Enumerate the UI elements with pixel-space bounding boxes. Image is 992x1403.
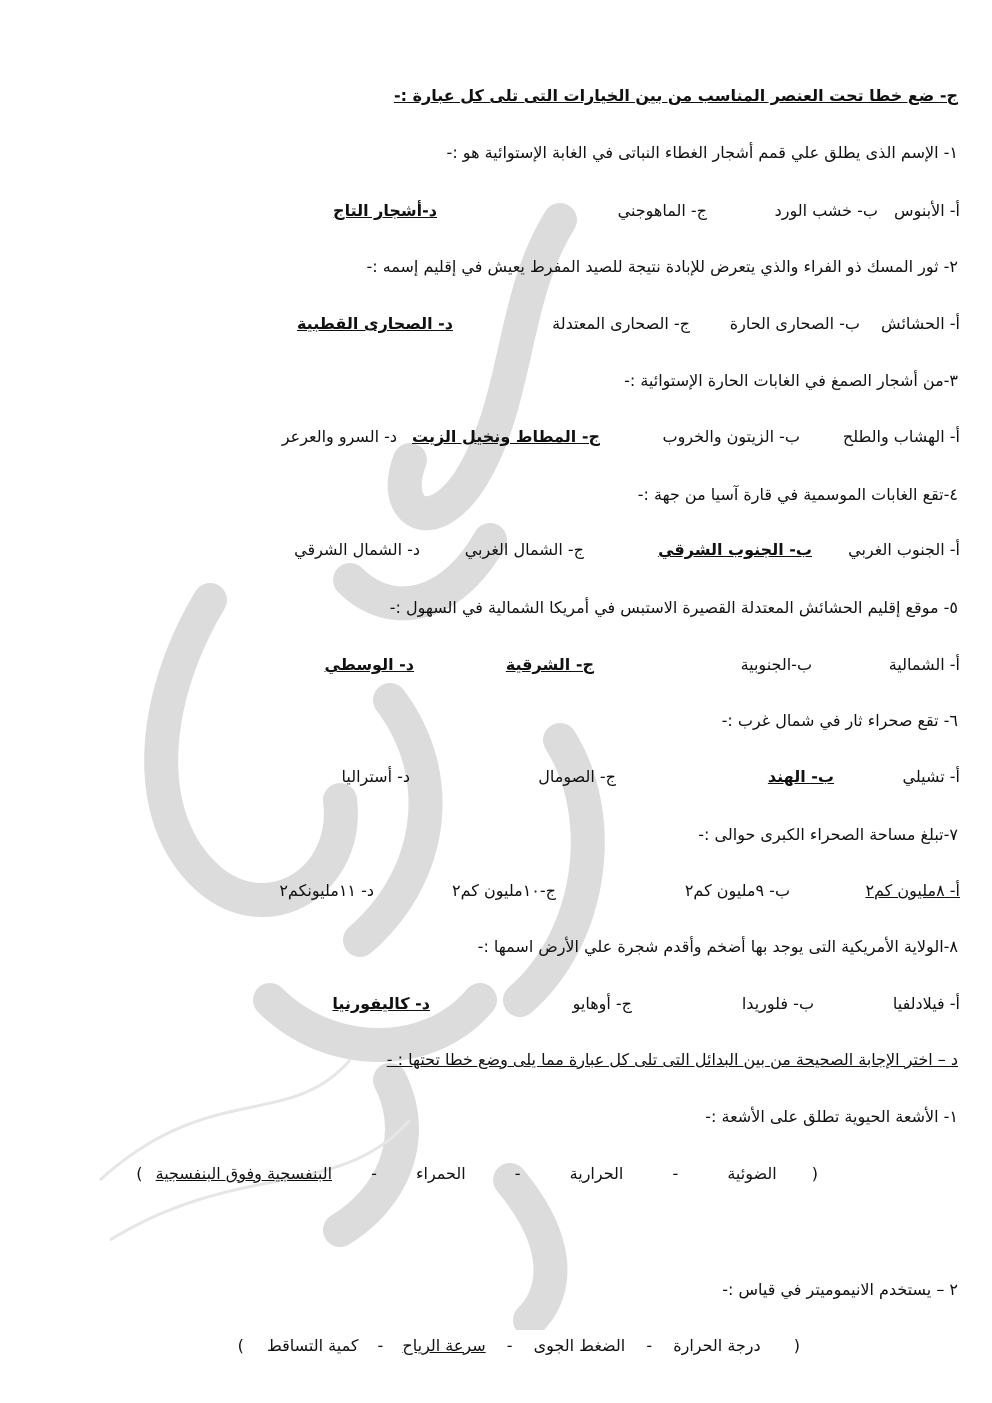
q4-option-b[interactable]: ب- الجنوب الشرقي xyxy=(658,540,812,559)
d-q1-option-4[interactable]: البنفسجية وفوق البنفسجية xyxy=(155,1164,333,1183)
question-4: ٤-تقع الغابات الموسمية في قارة آسيا من جهة :- xyxy=(637,485,958,504)
q4-option-c[interactable]: ج- الشمال الغربي xyxy=(464,540,584,559)
q1-option-c[interactable]: ج- الماهوجني xyxy=(617,201,707,220)
d-q2-separator-3: - xyxy=(377,1336,384,1355)
question-7: ٧-تبلغ مساحة الصحراء الكبرى حوالى :- xyxy=(698,825,958,844)
d-q1-option-1[interactable]: الضوئية xyxy=(727,1164,777,1183)
d-q2-option-2[interactable]: الضغط الجوى xyxy=(533,1336,626,1355)
section-c-heading: ج- ضع خطا تحت العنصر المناسب من بين الخيارات التى تلى كل عبارة :- xyxy=(393,86,958,105)
question-2: ٢- ثور المسك ذو الفراء والذي يتعرض للإبادة نتيجة للصيد المفرط يعيش في إقليم إسمه :- xyxy=(366,257,958,276)
q3-option-c[interactable]: ج- المطاط ونخيل الزيت xyxy=(412,427,600,446)
q7-option-d[interactable]: د- ١١مليونكم٢ xyxy=(279,881,374,900)
d-q1-close-paren: ) xyxy=(136,1164,143,1183)
question-3: ٣-من أشجار الصمغ في الغابات الحارة الإستوائية :- xyxy=(624,371,958,390)
q8-option-c[interactable]: ج- أوهايو xyxy=(572,994,632,1013)
q2-option-d[interactable]: د- الصحارى القطبية xyxy=(296,314,453,333)
d-question-2: ٢ – يستخدم الانيموميتر في قياس :- xyxy=(722,1280,958,1299)
section-d-heading: د – اختر الإجابة الصحيحة من بين البدائل التى تلى كل عبارة مما يلى وضع خطا تحتها : - xyxy=(386,1050,958,1069)
q8-option-b[interactable]: ب- فلوريدا xyxy=(741,994,814,1013)
q6-option-a[interactable]: أ- تشيلي xyxy=(902,767,960,786)
question-6: ٦- تقع صحراء ثار في شمال غرب :- xyxy=(721,711,958,730)
d-q1-option-3[interactable]: الحمراء xyxy=(416,1164,466,1183)
d-q1-separator-1: - xyxy=(672,1164,679,1183)
q5-option-a[interactable]: أ- الشمالية xyxy=(888,655,960,674)
d-q1-open-paren: ( xyxy=(811,1164,818,1183)
q7-option-c[interactable]: ج-١٠مليون كم٢ xyxy=(452,881,556,900)
d-question-1: ١- الأشعة الحيوية تطلق على الأشعة :- xyxy=(705,1107,958,1126)
d-q2-open-paren: ( xyxy=(793,1336,800,1355)
q6-option-d[interactable]: د- أستراليا xyxy=(341,767,410,786)
q1-option-d[interactable]: د-أشجار التاج xyxy=(333,201,437,220)
q1-option-a[interactable]: أ- الأبنوس xyxy=(894,201,960,220)
question-1: ١- الإسم الذى يطلق علي قمم أشجار الغطاء النباتى في الغابة الإستوائية هو :- xyxy=(446,143,958,162)
q2-option-c[interactable]: ج- الصحارى المعتدلة xyxy=(552,314,690,333)
school-watermark xyxy=(90,180,650,1330)
q5-option-d[interactable]: د- الوسطي xyxy=(324,655,414,674)
d-q2-separator-2: - xyxy=(506,1336,513,1355)
question-8: ٨-الولاية الأمريكية التى يوجد بها أضخم وأقدم شجرة علي الأرض اسمها :- xyxy=(477,937,958,956)
q4-option-a[interactable]: أ- الجنوب الغربي xyxy=(848,540,960,559)
q5-option-b[interactable]: ب-الجنوبية xyxy=(740,655,812,674)
d-q2-option-3[interactable]: سرعة الرياح xyxy=(402,1336,486,1355)
q2-option-b[interactable]: ب- الصحارى الحارة xyxy=(729,314,860,333)
d-q2-option-1[interactable]: درجة الحرارة xyxy=(673,1336,761,1355)
d-q1-separator-2: - xyxy=(514,1164,521,1183)
question-5: ٥- موقع إقليم الحشائش المعتدلة القصيرة الاستبس في أمريكا الشمالية في السهول :- xyxy=(389,598,958,617)
d-q2-option-4[interactable]: كمية التساقط xyxy=(266,1336,359,1355)
q8-option-d[interactable]: د- كاليفورنيا xyxy=(332,994,430,1013)
q7-option-b[interactable]: ب- ٩مليون كم٢ xyxy=(684,881,790,900)
q2-option-a[interactable]: أ- الحشائش xyxy=(881,314,960,333)
d-q1-option-2[interactable]: الحرارية xyxy=(569,1164,624,1183)
d-q1-choices xyxy=(132,1164,822,1183)
d-q2-separator-1: - xyxy=(646,1336,653,1355)
q1-option-b[interactable]: ب- خشب الورد xyxy=(774,201,878,220)
q8-option-a[interactable]: أ- فيلادلفيا xyxy=(892,994,960,1013)
q3-option-b[interactable]: ب- الزيتون والخروب xyxy=(662,427,800,446)
d-q2-choices xyxy=(234,1336,804,1355)
d-q1-separator-3: - xyxy=(371,1164,377,1183)
d-q2-close-paren: ) xyxy=(237,1336,244,1355)
q6-option-b[interactable]: ب- الهند xyxy=(767,767,834,786)
q3-option-a[interactable]: أ- الهشاب والطلح xyxy=(842,427,960,446)
q3-option-d[interactable]: د- السرو والعرعر xyxy=(281,427,397,446)
q7-option-a[interactable]: أ- ٨مليون كم٢ xyxy=(865,881,960,900)
q5-option-c[interactable]: ج- الشرقية xyxy=(505,655,594,674)
q6-option-c[interactable]: ج- الصومال xyxy=(538,767,616,786)
q4-option-d[interactable]: د- الشمال الشرقي xyxy=(294,540,420,559)
